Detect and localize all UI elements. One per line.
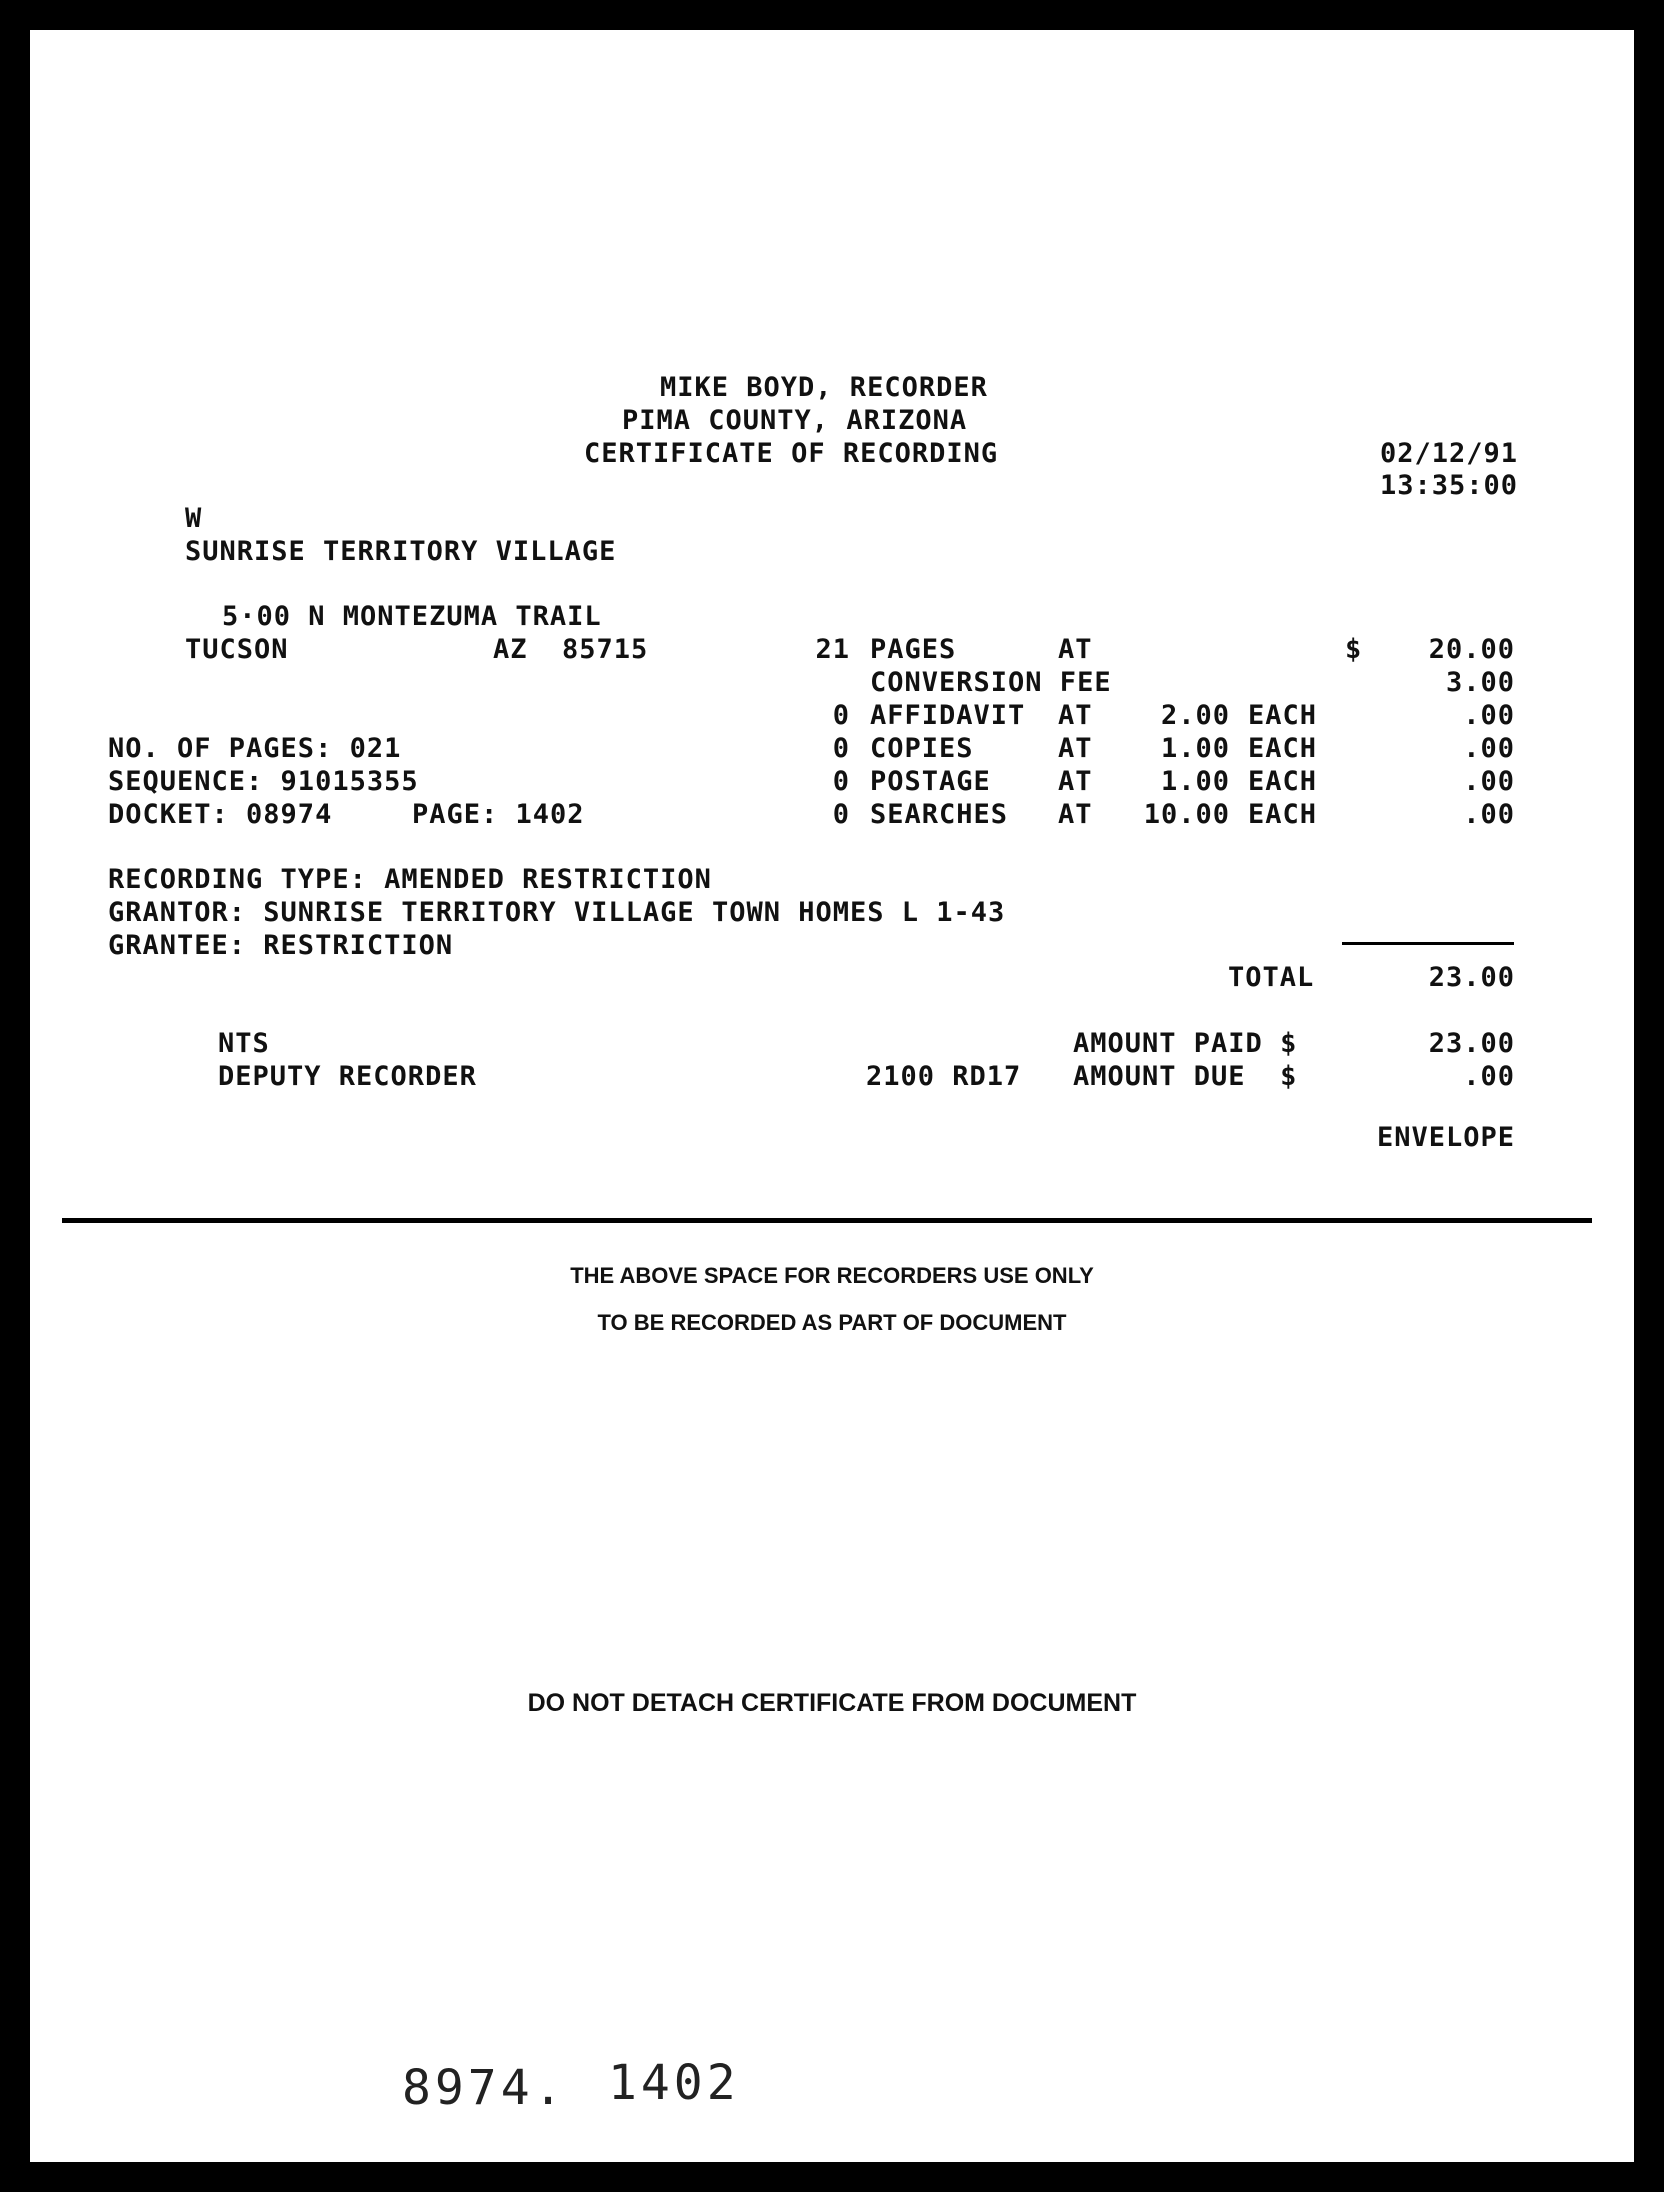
address-initial: W (185, 503, 203, 534)
register-code: 2100 RD17 (866, 1061, 1022, 1092)
fee-at: AT (1058, 733, 1093, 764)
fee-amount: .00 (1463, 799, 1515, 830)
fee-rate: 1.00 (1160, 766, 1230, 797)
number-of-pages: NO. OF PAGES: 021 (108, 733, 402, 764)
fee-item: AFFIDAVIT (870, 700, 1026, 731)
scan-border-top (0, 0, 1664, 30)
address-state-zip: AZ 85715 (493, 634, 649, 665)
fee-at: AT (1058, 634, 1093, 665)
fee-currency: $ (1345, 634, 1363, 665)
fee-rate: 2.00 (1160, 700, 1230, 731)
address-street: 5·00 N MONTEZUMA TRAIL (222, 601, 602, 632)
certificate-title: CERTIFICATE OF RECORDING (584, 438, 999, 469)
section-divider (62, 1218, 1592, 1223)
fee-amount: .00 (1463, 733, 1515, 764)
fee-item: PAGES (870, 634, 957, 665)
scan-border-right (1634, 0, 1664, 2192)
fee-qty: 0 (832, 799, 850, 830)
fee-item: COPIES (870, 733, 974, 764)
fee-item: SEARCHES (870, 799, 1009, 830)
address-city: TUCSON (185, 634, 289, 665)
do-not-detach-notice: DO NOT DETACH CERTIFICATE FROM DOCUMENT (527, 1689, 1137, 1717)
fee-item: POSTAGE (870, 766, 991, 797)
fee-amount: 20.00 (1428, 634, 1515, 665)
recording-type: RECORDING TYPE: AMENDED RESTRICTION (108, 864, 712, 895)
part-of-document-notice: TO BE RECORDED AS PART OF DOCUMENT (597, 1310, 1067, 1335)
grantor: GRANTOR: SUNRISE TERRITORY VILLAGE TOWN HOMES L 1-43 (108, 897, 1006, 928)
recorders-use-notice: THE ABOVE SPACE FOR RECORDERS USE ONLY (570, 1263, 1094, 1288)
amount-due-value: .00 (1463, 1061, 1515, 1092)
scan-border-left (0, 0, 30, 2192)
total-rule (1342, 942, 1514, 945)
fee-at: AT (1058, 700, 1093, 731)
fee-each: EACH (1248, 733, 1318, 764)
scan-border-bottom (0, 2162, 1664, 2192)
fee-rate: 1.00 (1160, 733, 1230, 764)
envelope-label: ENVELOPE (1376, 1122, 1515, 1153)
total-label: TOTAL (1228, 962, 1315, 993)
recording-date: 02/12/91 (1379, 438, 1518, 469)
deputy-title: DEPUTY RECORDER (218, 1061, 477, 1092)
sequence-number: SEQUENCE: 91015355 (108, 766, 419, 797)
fee-qty: 0 (832, 733, 850, 764)
amount-due-label: AMOUNT DUE $ (1073, 1061, 1298, 1092)
fee-each: EACH (1248, 766, 1318, 797)
fee-rate: 10.00 (1143, 799, 1230, 830)
fee-at: AT (1058, 766, 1093, 797)
fee-amount: 3.00 (1445, 667, 1515, 698)
recording-time: 13:35:00 (1379, 470, 1518, 501)
fee-qty: 0 (832, 700, 850, 731)
page-number: PAGE: 1402 (412, 799, 585, 830)
docket-number: DOCKET: 08974 (108, 799, 333, 830)
grantee: GRANTEE: RESTRICTION (108, 930, 454, 961)
fee-each: EACH (1248, 700, 1318, 731)
total-value: 23.00 (1428, 962, 1515, 993)
handwritten-page: 1402 (608, 2055, 740, 2111)
handwritten-docket: 8974. (402, 2060, 567, 2116)
fee-amount: .00 (1463, 766, 1515, 797)
recorder-name: MIKE BOYD, RECORDER (660, 372, 988, 403)
amount-paid-value: 23.00 (1428, 1028, 1515, 1059)
deputy-initials: NTS (218, 1028, 270, 1059)
address-name: SUNRISE TERRITORY VILLAGE (185, 536, 617, 567)
fee-item: CONVERSION FEE (870, 667, 1112, 698)
amount-paid-label: AMOUNT PAID $ (1073, 1028, 1298, 1059)
fee-qty: 21 (815, 634, 850, 665)
fee-at: AT (1058, 799, 1093, 830)
fee-qty: 0 (832, 766, 850, 797)
county-name: PIMA COUNTY, ARIZONA (622, 405, 968, 436)
fee-amount: .00 (1463, 700, 1515, 731)
fee-each: EACH (1248, 799, 1318, 830)
